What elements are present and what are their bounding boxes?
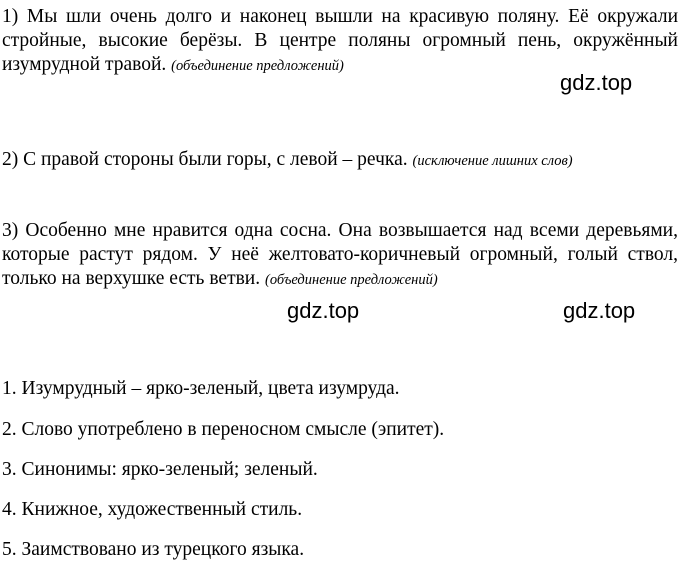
list-item: 4. Книжное, художественный стиль. <box>2 499 303 520</box>
list-item: 2. Слово употреблено в переносном смысле (эпитет). <box>2 419 445 440</box>
list-item: 3. Синонимы: ярко-зеленый; зеленый. <box>2 459 318 480</box>
watermark: gdz.top <box>287 298 360 323</box>
paragraph-2 <box>2 148 678 173</box>
paragraph-1 <box>2 5 678 78</box>
paragraph-2-text: 2) С правой стороны были горы, с левой – речка. <box>2 149 408 170</box>
paragraph-3 <box>2 219 678 292</box>
paragraph-3-text: 3) Особенно мне нравится одна сосна. Она возвышается над всеми деревьями, которые растут рядом. У неё желтовато-коричневый огромный, голый ствол, только на верхушке есть ветви. <box>2 220 678 289</box>
watermark: gdz.top <box>560 70 633 95</box>
paragraph-1-note: (объединение предложений) <box>171 58 344 74</box>
paragraph-2-note: (исключение лишних слов) <box>412 153 573 169</box>
watermark: gdz.top <box>563 298 636 323</box>
list-item: 1. Изумрудный – ярко-зеленый, цвета изумруда. <box>2 378 400 399</box>
paragraph-3-note: (объединение предложений) <box>265 272 438 288</box>
paragraph-1-text: 1) Мы шли очень долго и наконец вышли на красивую поляну. Её окружали стройные, высокие берёзы. В центре поляны огромный пень, окружённый изумрудной травой. <box>2 6 678 75</box>
list-item: 5. Заимствовано из турецкого языка. <box>2 539 305 560</box>
